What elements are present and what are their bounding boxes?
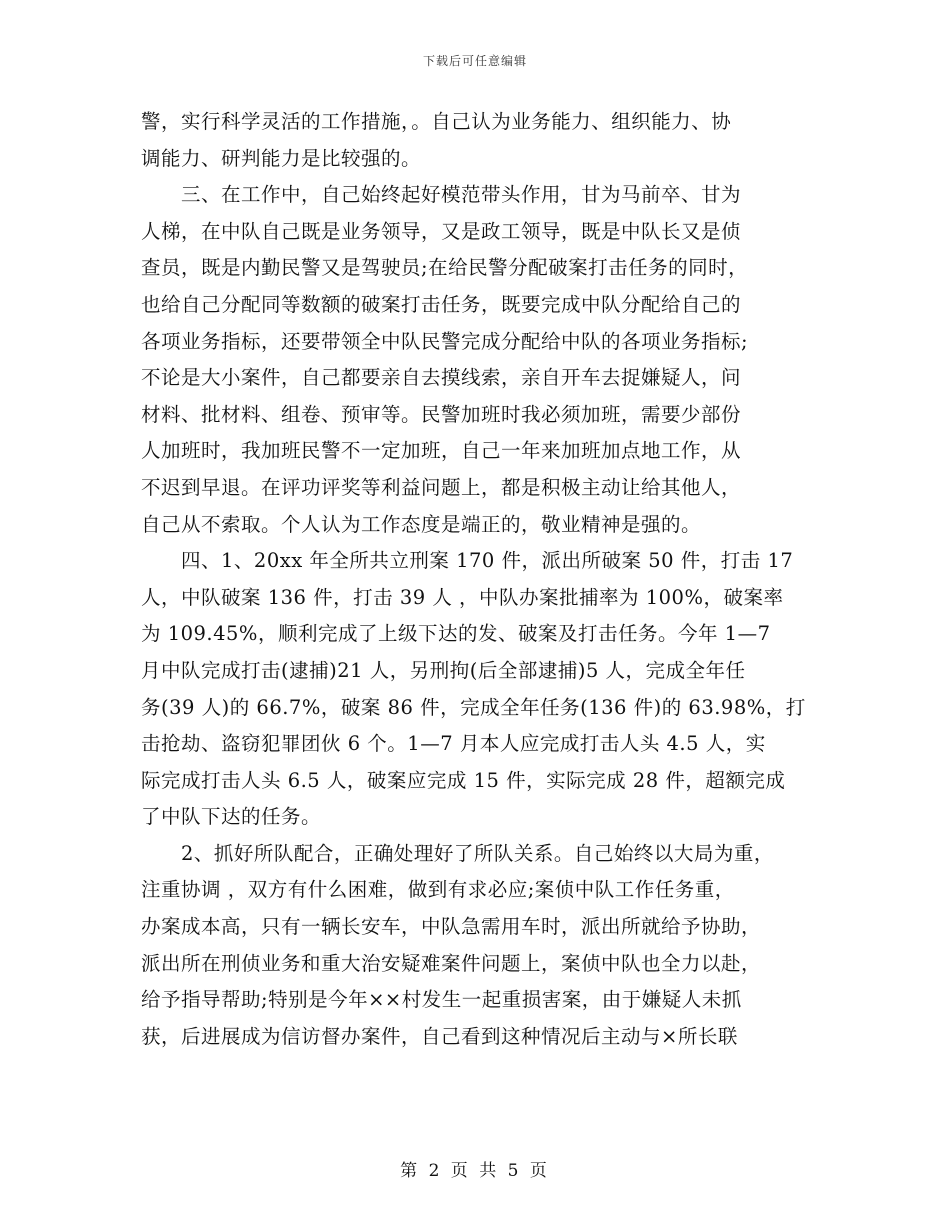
body-line: 2、抓好所队配合，正确处理好了所队关系。自己始终以大局为重， bbox=[141, 841, 774, 865]
body-line: 调能力、研判能力是比较强的。 bbox=[141, 146, 422, 170]
body-line: 了中队下达的任务。 bbox=[141, 805, 322, 829]
body-line: 四、1、20xx 年全所共立刑案 170 件，派出所破案 50 件，打击 17 bbox=[141, 549, 794, 573]
body-line: 注重协调 ，双方有什么困难，做到有求必应;案侦中队工作任务重， bbox=[141, 878, 735, 902]
body-line: 务(39 人)的 66.7%，破案 86 件，完成全年任务(136 件)的 63.98%，打 bbox=[141, 695, 806, 719]
body-line: 派出所在刑侦业务和重大治安疑难案件问题上，案侦中队也全力以赴， bbox=[141, 951, 762, 975]
body-line: 不论是大小案件，自己都要亲自去摸线索，亲自开车去捉嫌疑人，问 bbox=[141, 366, 742, 390]
body-line: 不迟到早退。在评功评奖等利益问题上，都是积极主动让给其他人， bbox=[141, 475, 742, 499]
body-line: 际完成打击人头 6.5 人，破案应完成 15 件，实际完成 28 件，超额完成 bbox=[141, 768, 786, 792]
body-line: 各项业务指标，还要带领全中队民警完成分配给中队的各项业务指标; bbox=[141, 329, 749, 353]
body-line: 材料、批材料、组卷、预审等。民警加班时我必须加班，需要少部份 bbox=[141, 402, 742, 426]
body-line: 也给自己分配同等数额的破案打击任务，既要完成中队分配给自己的 bbox=[141, 292, 742, 316]
body-line: 自己从不索取。个人认为工作态度是端正的，敬业精神是强的。 bbox=[141, 512, 702, 536]
body-line: 人，中队破案 136 件，打击 39 人 ，中队办案批捕率为 100%，破案率 bbox=[141, 585, 784, 609]
page-header: 下载后可任意编辑 bbox=[422, 54, 527, 68]
body-line: 击抢劫、盗窃犯罪团伙 6 个。1—7 月本人应完成打击人头 4.5 人，实 bbox=[141, 732, 766, 756]
body-line: 获，后进展成为信访督办案件，自己看到这种情况后主动与×所长联 bbox=[141, 1024, 738, 1048]
body-line: 警，实行科学灵活的工作措施，。自己认为业务能力、组织能力、协 bbox=[141, 110, 732, 133]
body-line: 人梯，在中队自己既是业务领导，又是政工领导，既是中队长又是侦 bbox=[141, 219, 742, 243]
body-line: 三、在工作中，自己始终起好模范带头作用，甘为马前卒、甘为 bbox=[141, 183, 742, 207]
document-body bbox=[141, 104, 831, 1055]
body-line: 月中队完成打击(逮捕)21 人，另刑拘(后全部逮捕)5 人，完成全年任 bbox=[141, 658, 746, 682]
page-number: 第 2 页 共 5 页 bbox=[400, 1161, 550, 1181]
body-line: 给予指导帮助;特别是今年××村发生一起重损害案，由于嫌疑人未抓 bbox=[141, 988, 742, 1012]
body-line: 人加班时，我加班民警不一定加班，自己一年来加班加点地工作，从 bbox=[141, 439, 742, 463]
body-line: 查员，既是内勤民警又是驾驶员;在给民警分配破案打击任务的同时， bbox=[141, 256, 749, 280]
body-line: 为 109.45%，顺利完成了上级下达的发、破案及打击任务。今年 1—7 bbox=[141, 622, 771, 646]
body-line: 办案成本高，只有一辆长安车，中队急需用车时，派出所就给予协助， bbox=[141, 915, 762, 939]
